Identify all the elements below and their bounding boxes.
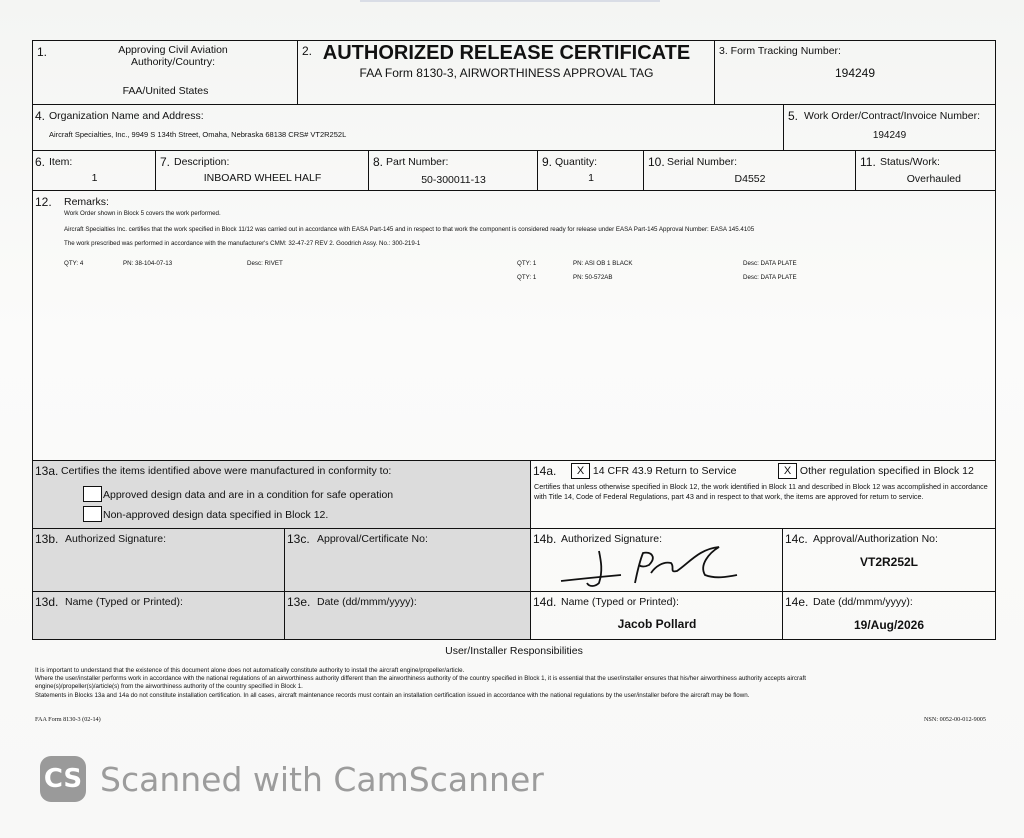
block-13e [285, 592, 531, 639]
approved-design-label: Approved design data and are in a condition for safe operation [103, 489, 394, 501]
part-pn: PN: 50-572AB [573, 274, 613, 281]
block-12-remarks [33, 191, 995, 461]
block-14a [531, 461, 995, 529]
other-regulation-checkbox[interactable]: X [778, 463, 797, 479]
description-value: INBOARD WHEEL HALF [203, 172, 322, 184]
block-8-label: Part Number: [386, 156, 449, 168]
part-qty: QTY: 1 [517, 274, 537, 281]
camscanner-logo-icon: CS [40, 756, 86, 802]
block-1-label: Approving Civil Aviation Authority/Country: [118, 44, 228, 68]
block-14a-number: 14a. [533, 464, 557, 478]
block-14a-statement: Certifies that unless otherwise specified in Block 12, the work identified in Block 11 and described in Block 12 was accomplished in accordance with Title 14, Code of Federal Regulations, part 43 and in respect to that work, the items are approved for return to service. [534, 482, 988, 501]
block-8-number: 8. [373, 155, 384, 169]
block-13b [33, 529, 285, 592]
responsibility-line: engine(s)/propeller(s)/article(s) from the airworthiness authority of the country specified in Block 1. [35, 683, 303, 690]
block-13e-number: 13e. [287, 595, 311, 609]
block-1-value: FAA/United States [122, 85, 209, 97]
status-work-value: Overhauled [906, 173, 961, 185]
block-4-label: Organization Name and Address: [49, 110, 204, 122]
block-1-number: 1. [37, 45, 48, 59]
block-14d-label: Name (Typed or Printed): [561, 596, 679, 608]
block-5 [784, 105, 995, 151]
camscanner-watermark [40, 756, 544, 802]
non-approved-design-option [83, 505, 328, 523]
approved-design-option [83, 485, 393, 503]
other-regulation-label: Other regulation specified in Block 12 [799, 464, 974, 477]
quantity-value: 1 [588, 172, 594, 184]
block-9 [538, 151, 644, 191]
block-2 [298, 41, 715, 105]
block-13c-label: Approval/Certificate No: [317, 533, 428, 545]
block-8 [369, 151, 538, 191]
non-approved-design-checkbox[interactable] [83, 506, 102, 522]
block-7-number: 7. [160, 155, 171, 169]
part-desc: Desc: DATA PLATE [743, 260, 797, 267]
block-14e [783, 592, 995, 639]
block-13d-number: 13d. [35, 595, 59, 609]
block-13a [33, 461, 531, 529]
block-13e-label: Date (dd/mmm/yyyy): [317, 596, 417, 608]
block-13d [33, 592, 285, 639]
part-qty: QTY: 1 [517, 260, 537, 267]
part-desc: Desc: RIVET [247, 260, 283, 267]
block-12-label: Remarks: [64, 196, 109, 208]
responsibility-line: Where the user/installer performs work in accordance with the national regulations of an airworthiness authority different than the airworthiness authority of the country specified in Block 1, it is essential that the user/installer ensures that his/her airworthiness authority accepts aircraft [35, 675, 806, 682]
block-14c-label: Approval/Authorization No: [813, 533, 938, 545]
block-6-number: 6. [35, 155, 46, 169]
block-13b-number: 13b. [35, 532, 59, 546]
block-14b-number: 14b. [533, 532, 557, 546]
scan-edge [360, 0, 660, 2]
authorized-signature-image [559, 543, 739, 589]
block-14d-number: 14d. [533, 595, 557, 609]
responsibilities-heading: User/Installer Responsibilities [445, 645, 583, 657]
block-1 [33, 41, 298, 105]
block-13c [285, 529, 531, 592]
block-14e-label: Date (dd/mmm/yyyy): [813, 596, 913, 608]
block-5-number: 5. [788, 109, 799, 123]
block-14b-label: Authorized Signature: [561, 533, 662, 545]
signer-name: Jacob Pollard [617, 617, 697, 631]
block-14d [531, 592, 783, 639]
part-number-value: 50-300011-13 [421, 174, 486, 186]
part-pn: PN: ASI OB 1 BLACK [573, 260, 633, 267]
non-approved-design-label: Non-approved design data specified in Block 12. [103, 509, 329, 521]
remark-line-1: Work Order shown in Block 5 covers the work performed. [64, 210, 221, 217]
item-value: 1 [91, 172, 98, 184]
return-to-service-option [571, 463, 737, 479]
certificate-title: AUTHORIZED RELEASE CERTIFICATE [322, 42, 691, 64]
block-12-number: 12. [35, 195, 52, 209]
block-13b-label: Authorized Signature: [65, 533, 166, 545]
block-9-number: 9. [542, 155, 553, 169]
block-7-label: Description: [174, 156, 230, 168]
part-qty: QTY: 4 [64, 260, 84, 267]
block-6-label: Item: [49, 156, 73, 168]
remark-line-3: The work prescribed was performed in accordance with the manufacturer's CMM: 32-47-27 REV 2. Goodrich Assy. No.: 300-219-1 [64, 240, 421, 247]
block-11 [856, 151, 995, 191]
part-desc: Desc: DATA PLATE [743, 274, 797, 281]
nsn-number: NSN: 0052-00-012-9005 [923, 716, 986, 723]
responsibility-line: Statements in Blocks 13a and 14a do not constitute installation certification. In all cases, aircraft maintenance records must contain an installation certification issued in accordance with the national regulations by the user/installer before the aircraft may be flown. [35, 692, 750, 699]
block-13c-number: 13c. [287, 532, 310, 546]
approval-authorization-number: VT2R252L [859, 555, 919, 569]
return-to-service-checkbox[interactable]: X [571, 463, 590, 479]
block-14e-number: 14e. [785, 595, 809, 609]
block-10 [644, 151, 856, 191]
block-14c [783, 529, 995, 592]
block-11-label: Status/Work: [880, 156, 940, 168]
block-2-number: 2. [302, 44, 313, 58]
serial-number-value: D4552 [734, 173, 766, 185]
block-14b [531, 529, 783, 592]
release-certificate-form [32, 40, 996, 640]
remark-line-2: Aircraft Specialties Inc. certifies that the work specified in Block 11/12 was carried out in accordance with EASA Part-145 and in respect to that work the component is considered ready for release under EASA Part-145 Approval Number: EASA 145.4105 [64, 226, 755, 233]
block-3 [715, 41, 995, 105]
form-identifier: FAA Form 8130-3 (02-14) [35, 716, 101, 723]
signature-date: 19/Aug/2026 [853, 618, 925, 632]
block-13d-label: Name (Typed or Printed): [65, 596, 183, 608]
block-3-label: 3. Form Tracking Number: [719, 45, 841, 57]
certificate-subtitle: FAA Form 8130-3, AIRWORTHINESS APPROVAL TAG [359, 66, 654, 80]
block-14c-number: 14c. [785, 532, 808, 546]
block-4 [33, 105, 784, 151]
block-13a-number: 13a. [35, 464, 59, 478]
form-tracking-number: 194249 [834, 66, 876, 80]
organization-address: Aircraft Specialties, Inc., 9949 S 134th Street, Omaha, Nebraska 68138 CRS# VT2R252L [49, 130, 347, 139]
work-order-number: 194249 [872, 130, 907, 141]
block-6 [33, 151, 156, 191]
block-9-label: Quantity: [555, 156, 598, 168]
approved-design-checkbox[interactable] [83, 486, 102, 502]
part-pn: PN: 38-104-07-13 [123, 260, 173, 267]
block-4-number: 4. [35, 109, 46, 123]
block-10-number: 10. [648, 155, 665, 169]
other-regulation-option [778, 463, 974, 479]
block-5-label: Work Order/Contract/Invoice Number: [804, 110, 981, 122]
watermark-text: Scanned with CamScanner [100, 759, 544, 799]
return-to-service-label: 14 CFR 43.9 Return to Service [592, 464, 737, 477]
responsibility-line: It is important to understand that the existence of this document alone does not automatically constitute authority to install the aircraft engine/propeller/article. [35, 667, 465, 674]
block-7 [156, 151, 369, 191]
block-10-label: Serial Number: [667, 156, 738, 168]
block-13a-label: Certifies the items identified above were manufactured in conformity to: [61, 465, 392, 477]
block-11-number: 11. [860, 155, 876, 169]
